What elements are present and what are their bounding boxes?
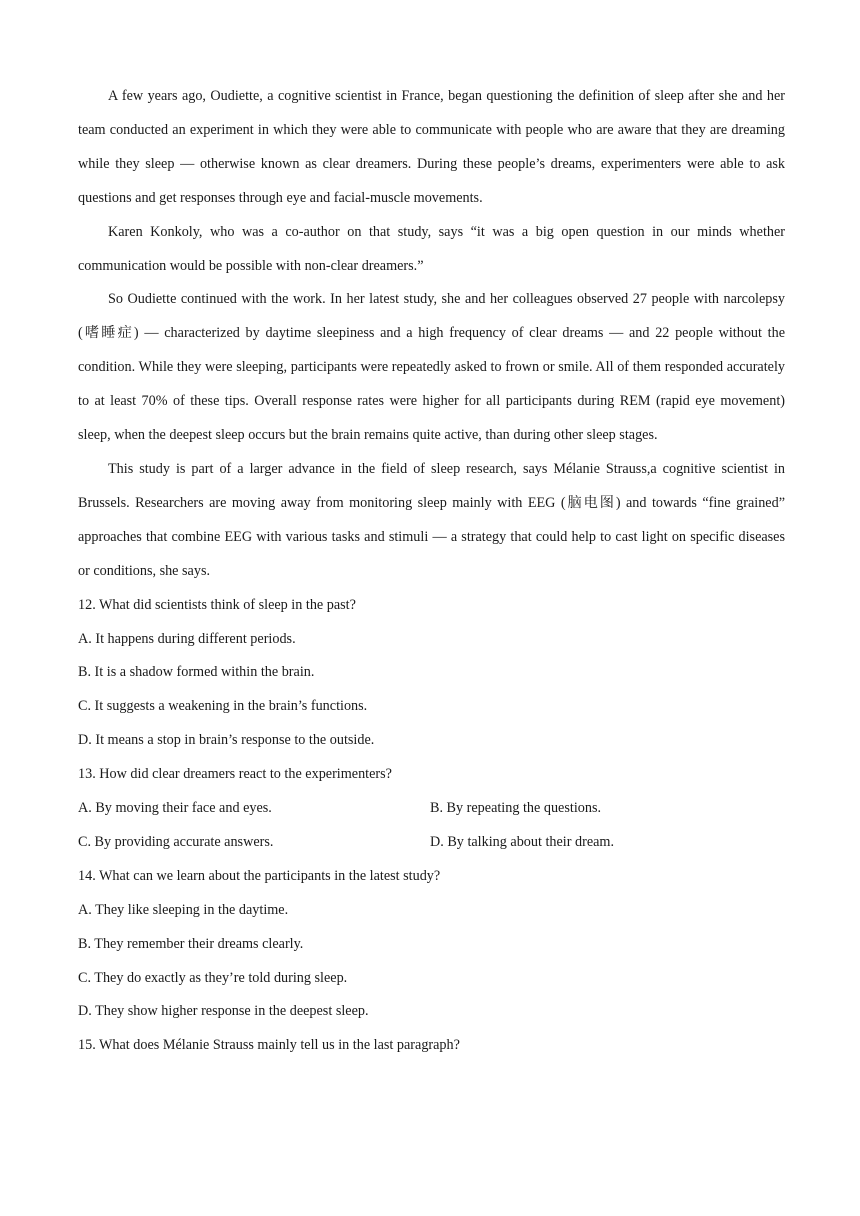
question-stem: 13. How did clear dreamers react to the experimenters?	[78, 766, 392, 783]
question-stem: 12. What did scientists think of sleep in the past?	[78, 596, 356, 613]
option-c: C. By providing accurate answers.	[78, 833, 274, 850]
passage-paragraph-3: So Oudiette continued with the work. In her latest study, she and her colleagues observed 27 people with narcolepsy (嗜睡症) — characterized by daytime sleepiness and a high frequency of clear dreams — and 22 people without the condition. While they were sleeping, participants were repeatedly asked to frown or smile. All of them responded accurately to at least 70% of these tips. Overall response rates were higher for all participants during REM (rapid eye movement) sleep, when the deepest sleep occurs but the brain remains quite active, than during other sleep stages.	[78, 291, 785, 444]
document-page	[78, 80, 785, 1063]
question-15	[78, 1029, 785, 1063]
question-stem: 15. What does Mélanie Strauss mainly tell us in the last paragraph?	[78, 1037, 460, 1054]
option-d: D. They show higher response in the deepest sleep.	[78, 1003, 369, 1020]
option-b: B. It is a shadow formed within the brain.	[78, 664, 315, 681]
option-a: A. They like sleeping in the daytime.	[78, 901, 289, 918]
option-row	[78, 792, 785, 826]
option-c: C. They do exactly as they’re told during sleep.	[78, 969, 348, 986]
option-b: B. By repeating the questions.	[430, 800, 602, 817]
passage-paragraph-2: Karen Konkoly, who was a co-author on that study, says “it was a big open question in our minds whether communication would be possible with non-clear dreamers.”	[78, 223, 785, 274]
option-row	[78, 826, 785, 860]
option-d: D. By talking about their dream.	[430, 833, 615, 850]
option-a: A. It happens during different periods.	[78, 630, 296, 647]
question-13	[78, 758, 785, 860]
option-b: B. They remember their dreams clearly.	[78, 935, 304, 952]
reading-passage	[78, 80, 785, 589]
question-12	[78, 589, 785, 759]
question-stem: 14. What can we learn about the participants in the latest study?	[78, 867, 441, 884]
option-a: A. By moving their face and eyes.	[78, 800, 272, 817]
passage-paragraph-1: A few years ago, Oudiette, a cognitive scientist in France, began questioning the definition of sleep after she and her team conducted an experiment in which they were able to communicate with people who are aware that they are dreaming while they sleep — otherwise known as clear dreamers. During these people’s dreams, experimenters were able to ask questions and get responses through eye and facial-muscle movements.	[78, 88, 785, 206]
option-c: C. It suggests a weakening in the brain’s functions.	[78, 698, 368, 715]
option-d: D. It means a stop in brain’s response to the outside.	[78, 732, 375, 749]
passage-paragraph-4: This study is part of a larger advance in the field of sleep research, says Mélanie Strauss,a cognitive scientist in Brussels. Researchers are moving away from monitoring sleep mainly with EEG (脑电图) and towards “fine grained” approaches that combine EEG with various tasks and stimuli — a strategy that could help to cast light on specific diseases or conditions, she says.	[78, 460, 785, 579]
question-14	[78, 860, 785, 1030]
